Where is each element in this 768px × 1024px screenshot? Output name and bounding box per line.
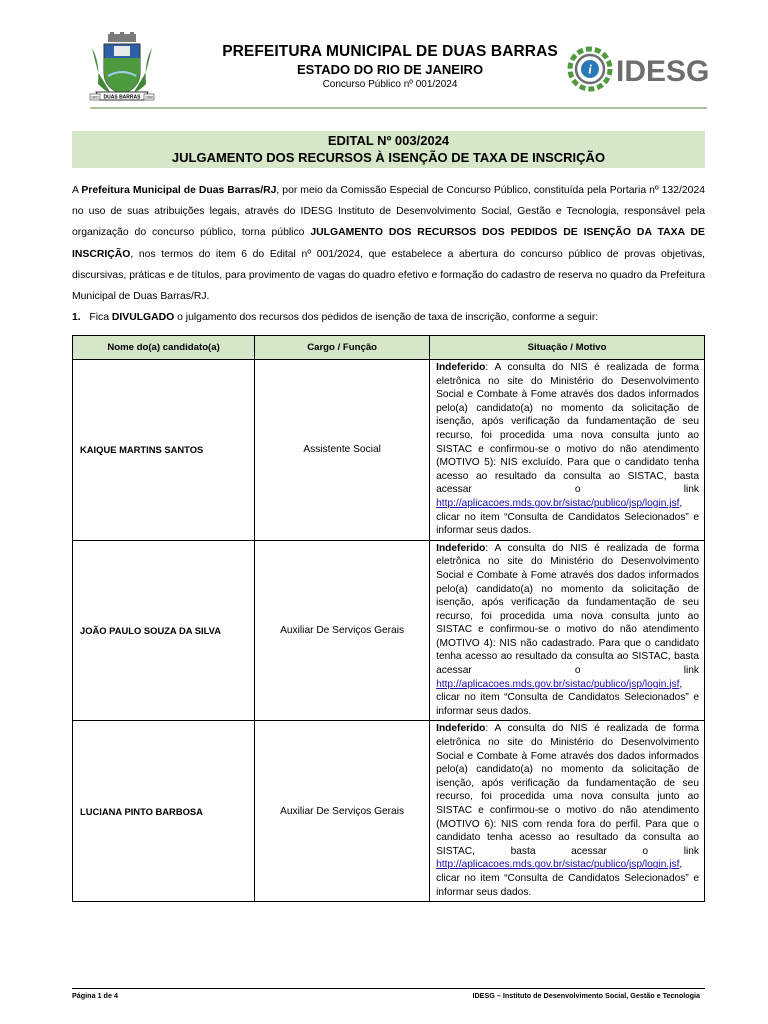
sistac-link[interactable]: http://aplicacoes.mds.gov.br/sistac/publico/jsp/login.jsf — [436, 678, 680, 690]
status-reason-end: , clicar no item “Consulta de Candidatos Selecionados” e informar seus dados. — [436, 678, 699, 717]
candidate-status — [430, 360, 705, 541]
header-candidate-name: Nome do(a) candidato(a) — [73, 336, 255, 360]
crest-banner-text: DUAS BARRAS — [103, 94, 141, 101]
logo-text: IDESG — [616, 55, 710, 88]
idesg-logo-icon — [566, 43, 716, 95]
candidate-position: Auxiliar De Serviços Gerais — [255, 540, 430, 721]
candidate-name: KAIQUE MARTINS SANTOS — [73, 360, 255, 541]
footer-page-number: Página 1 de 4 — [72, 991, 118, 1000]
candidate-name: JOÃO PAULO SOUZA DA SILVA — [73, 540, 255, 721]
header-titles — [190, 43, 590, 91]
candidate-status — [430, 721, 705, 902]
item-1-pre: Fica — [89, 312, 112, 323]
intro-text-3: , por meio da Comissão Especial de Concurso Público, constituída pela Portaria nº 132/2024 no uso de suas atribuições legais, através do IDESG Instituto de Desenvolvimento Social, Gestão e Tecnologia, responsável pela organização do concurso público, torna público — [72, 185, 705, 239]
sistac-link[interactable]: http://aplicacoes.mds.gov.br/sistac/publico/jsp/login.jsf — [436, 497, 680, 509]
footer-organization: IDESG – Instituto de Desenvolvimento Social, Gestão e Tecnologia — [472, 991, 700, 1000]
svg-text:i: i — [588, 61, 592, 77]
intro-text-5: , nos termos do item 6 do Edital nº 001/2024, que estabelece a abertura do concurso público de provas objetivas, discursivas, práticas e de títulos, para provimento de vagas do quadro efetivo e formação do cadastro de reserva no quadro da Prefeitura Municipal de Duas Barras/RJ. — [72, 248, 705, 303]
item-1 — [72, 310, 705, 326]
footer-divider — [72, 988, 705, 989]
edital-subject: JULGAMENTO DOS RECURSOS À ISENÇÃO DE TAXA DE INSCRIÇÃO — [171, 150, 606, 165]
edital-number: EDITAL Nº 003/2024 — [327, 133, 450, 148]
header-title: PREFEITURA MUNICIPAL DE DUAS BARRAS — [222, 43, 558, 60]
status-label: Indeferido — [436, 362, 486, 373]
header-divider — [90, 107, 707, 109]
table-row — [73, 721, 705, 902]
item-1-number: 1. — [72, 312, 81, 323]
status-reason-end: , clicar no item “Consulta de Candidatos Selecionados” e informar seus dados. — [436, 859, 699, 898]
item-1-post: o julgamento dos recursos dos pedidos de isenção de taxa de inscrição, conforme a seguir: — [174, 312, 599, 323]
status-reason-end: , clicar no item “Consulta de Candidatos Selecionados” e informar seus dados. — [436, 497, 699, 537]
table-header-row — [73, 336, 705, 360]
status-reason: : A consulta do NIS é realizada de forma eletrônica no site do Ministério do Desenvolvimento Social e Combate à Fome através dos dados informados pelo(a) candidato(a) no momento da solicitação de isenção, após verificação da fundamentação de seu recurso, foi procedida uma nova consulta junto ao SISTAC e confirmou-se o motivo do não atendimento (MOTIVO 6): NIS com renda fora do perfil. Para que o candidato tenha acesso ao resultado da consulta ao SISTAC, basta acessar o link — [436, 723, 699, 857]
results-table — [72, 335, 705, 902]
municipal-crest-icon — [86, 32, 158, 106]
crest-year-right: 1960 — [145, 95, 153, 100]
table-row — [73, 360, 705, 541]
item-1-bold: DIVULGADO — [111, 312, 175, 323]
header-contest: Concurso Público nº 001/2024 — [322, 79, 458, 90]
table-row — [73, 540, 705, 721]
intro-paragraph — [72, 180, 705, 307]
edital-title-box — [72, 131, 705, 168]
intro-text-1: A — [72, 185, 82, 196]
candidate-position: Assistente Social — [255, 360, 430, 541]
header-status: Situação / Motivo — [430, 336, 705, 360]
intro-text-4: JULGAMENTO DOS RECURSOS DOS PEDIDOS DE ISENÇÃO DA TAXA DE INSCRIÇÃO — [72, 227, 705, 260]
candidate-position: Auxiliar De Serviços Gerais — [255, 721, 430, 902]
candidate-name: LUCIANA PINTO BARBOSA — [73, 721, 255, 902]
status-reason: : A consulta do NIS é realizada de forma eletrônica no site do Ministério do Desenvolvimento Social e Combate à Fome através dos dados informados pelo(a) candidato(a) no momento da solicitação de isenção, após verificação da fundamentação de seu recurso, foi procedida uma nova consulta junto ao SISTAC e confirmou-se o motivo do não atendimento (MOTIVO 5): NIS excluído. Para que o candidato tenha acesso ao resultado da consulta ao SISTAC, basta acessar o link — [436, 362, 699, 496]
crest-year-left: 1891 — [91, 95, 99, 100]
status-label: Indeferido — [436, 723, 486, 735]
header-state: ESTADO DO RIO DE JANEIRO — [296, 62, 484, 77]
candidate-status — [430, 540, 705, 721]
header-position: Cargo / Função — [255, 336, 430, 360]
status-reason: : A consulta do NIS é realizada de forma eletrônica no site do Ministério do Desenvolvimento Social e Combate à Fome através dos dados informados pelo(a) candidato(a) no momento da solicitação de isenção, após verificação da fundamentação de seu recurso, foi procedida uma nova consulta junto ao SISTAC e confirmou-se o motivo do não atendimento (MOTIVO 4): NIS não cadastrado. Para que o candidato tenha acesso ao resultado da consulta ao SISTAC, basta acessar o link — [436, 542, 699, 677]
status-label: Indeferido — [436, 542, 486, 554]
sistac-link[interactable]: http://aplicacoes.mds.gov.br/sistac/publico/jsp/login.jsf — [436, 859, 680, 871]
intro-text-2: Prefeitura Municipal de Duas Barras/RJ — [81, 185, 277, 196]
